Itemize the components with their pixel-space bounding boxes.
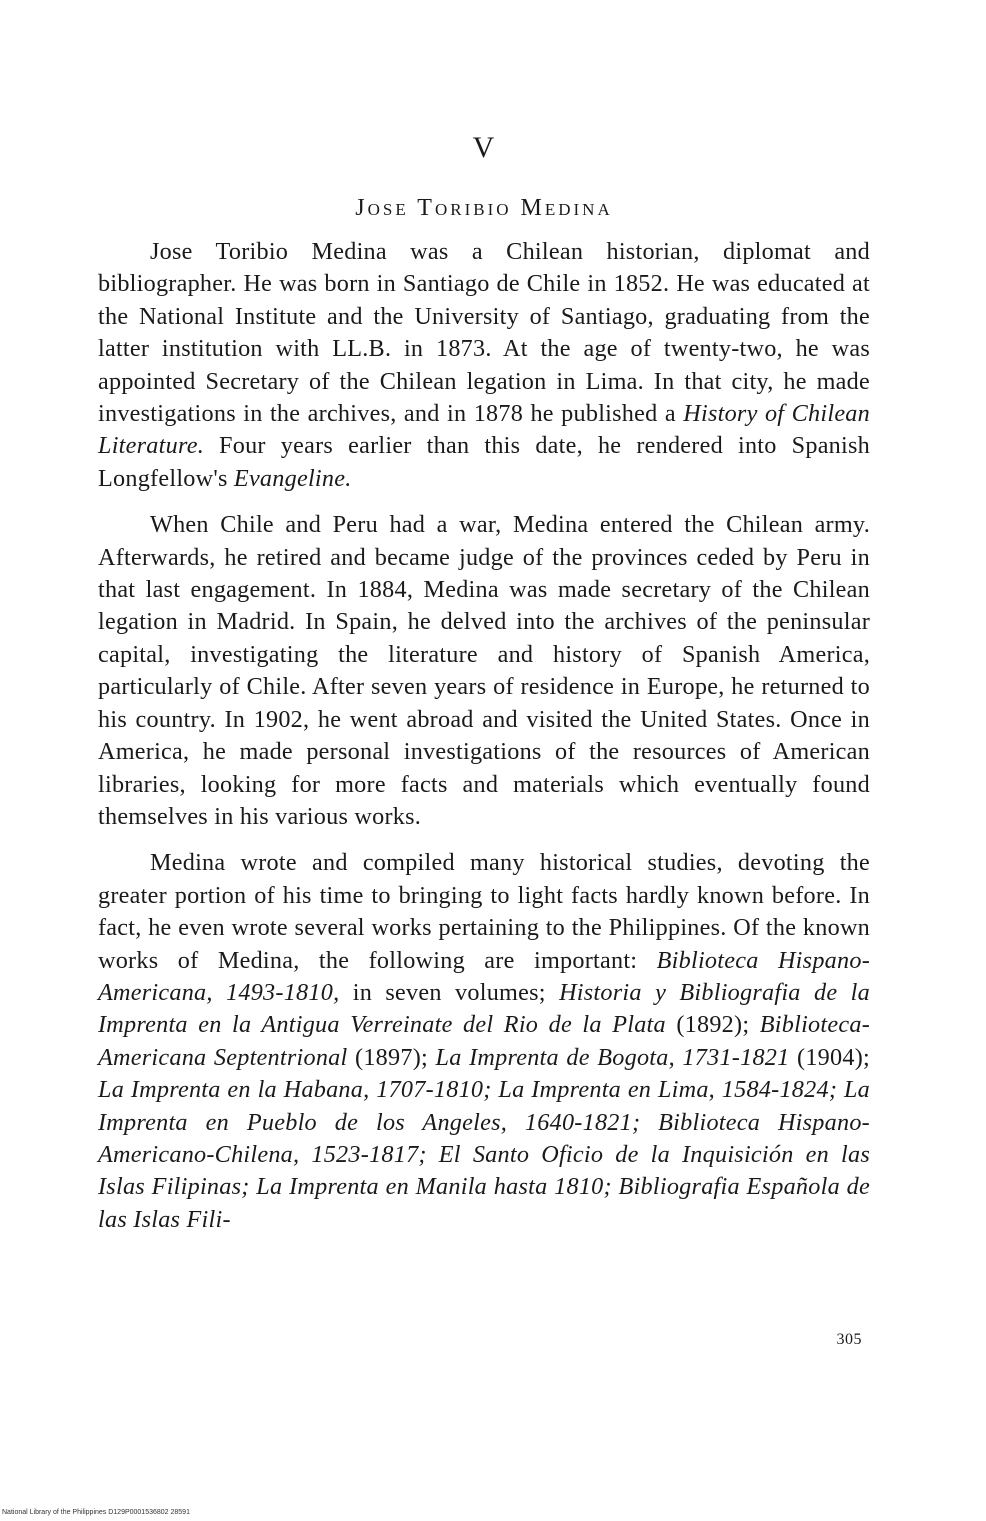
library-footer-note: National Library of the Philippines D129P0001536802 28591 xyxy=(2,1509,190,1516)
body-text: (1897); xyxy=(347,1043,436,1071)
body-text: Medina wrote and compiled many historical studies, devoting the greater portion of his time to bringing to light facts hardly known before. In fact, he even wrote several works pertaining to the Philippines. Of the known works of Medina, the following are important: xyxy=(98,849,870,974)
italic-title-text: Historia y Bibliografia de la Imprenta en la Antigua Verreinate del Rio de la Plata xyxy=(98,978,870,1039)
body-text: Four years earlier than this date, he rendered into Spanish Longfellow's xyxy=(98,432,870,492)
italic-title-text: Evangeline. xyxy=(233,464,352,492)
body-text: Jose Toribio Medina was a Chilean historian, diplomat and bibliographer. He was born in Santiago de Chile in 1852. He was educated at the National Institute and the University of Santiago, graduating from the latter institution with LL.B. in 1873. At the age of twenty-two, he was appointed Secretary of the Chilean legation in Lima. In that city, he made investigations in the archives, and in 1878 he published a xyxy=(98,238,870,428)
section-number: V xyxy=(472,131,496,164)
paragraph-1 xyxy=(98,236,870,495)
italic-title-text: La Imprenta en la Habana, 1707-1810; La Imprenta en Lima, 1584-1824; La Imprenta en Pueblo de los Angeles, 1640-1821; Biblioteca Hispano-Americano-Chilena, 1523-1817; El Santo Oficio de la Inquisición en las Islas Filipinas; La Imprenta en Manila hasta 1810; Bibliografia Española de las Islas Fili- xyxy=(98,1076,870,1233)
body-text: (1892); xyxy=(665,1011,760,1039)
page-number: 305 xyxy=(836,1331,862,1348)
body-text: (1904); xyxy=(789,1043,870,1071)
paragraph-2 xyxy=(98,509,870,833)
italic-title-text: History of Chilean Literature. xyxy=(98,400,870,460)
page-body xyxy=(98,128,870,1368)
body-text: in seven volumes; xyxy=(339,978,560,1006)
body-text: When Chile and Peru had a war, Medina entered the Chilean army. Afterwards, he retired and became judge of the provinces ceded by Peru in that last engagement. In 1884, Medina was made secretary of the Chilean legation in Madrid. In Spain, he delved into the archives of the peninsular capital, investigating the literature and history of Spanish America, particularly of Chile. After seven years of residence in Europe, he returned to his country. In 1902, he went abroad and visited the United States. Once in America, he made personal investigations of the resources of American libraries, looking for more facts and materials which eventually found themselves in his various works. xyxy=(98,511,870,830)
italic-title-text: La Imprenta de Bogota, 1731-1821 xyxy=(435,1043,790,1071)
paragraph-3 xyxy=(98,847,870,1236)
page-title: Jose Toribio Medina xyxy=(355,195,613,221)
italic-title-text: Biblioteca-Americana Septentrional xyxy=(98,1011,870,1071)
italic-title-text: Biblioteca Hispano-Americana, 1493-1810, xyxy=(98,946,870,1006)
